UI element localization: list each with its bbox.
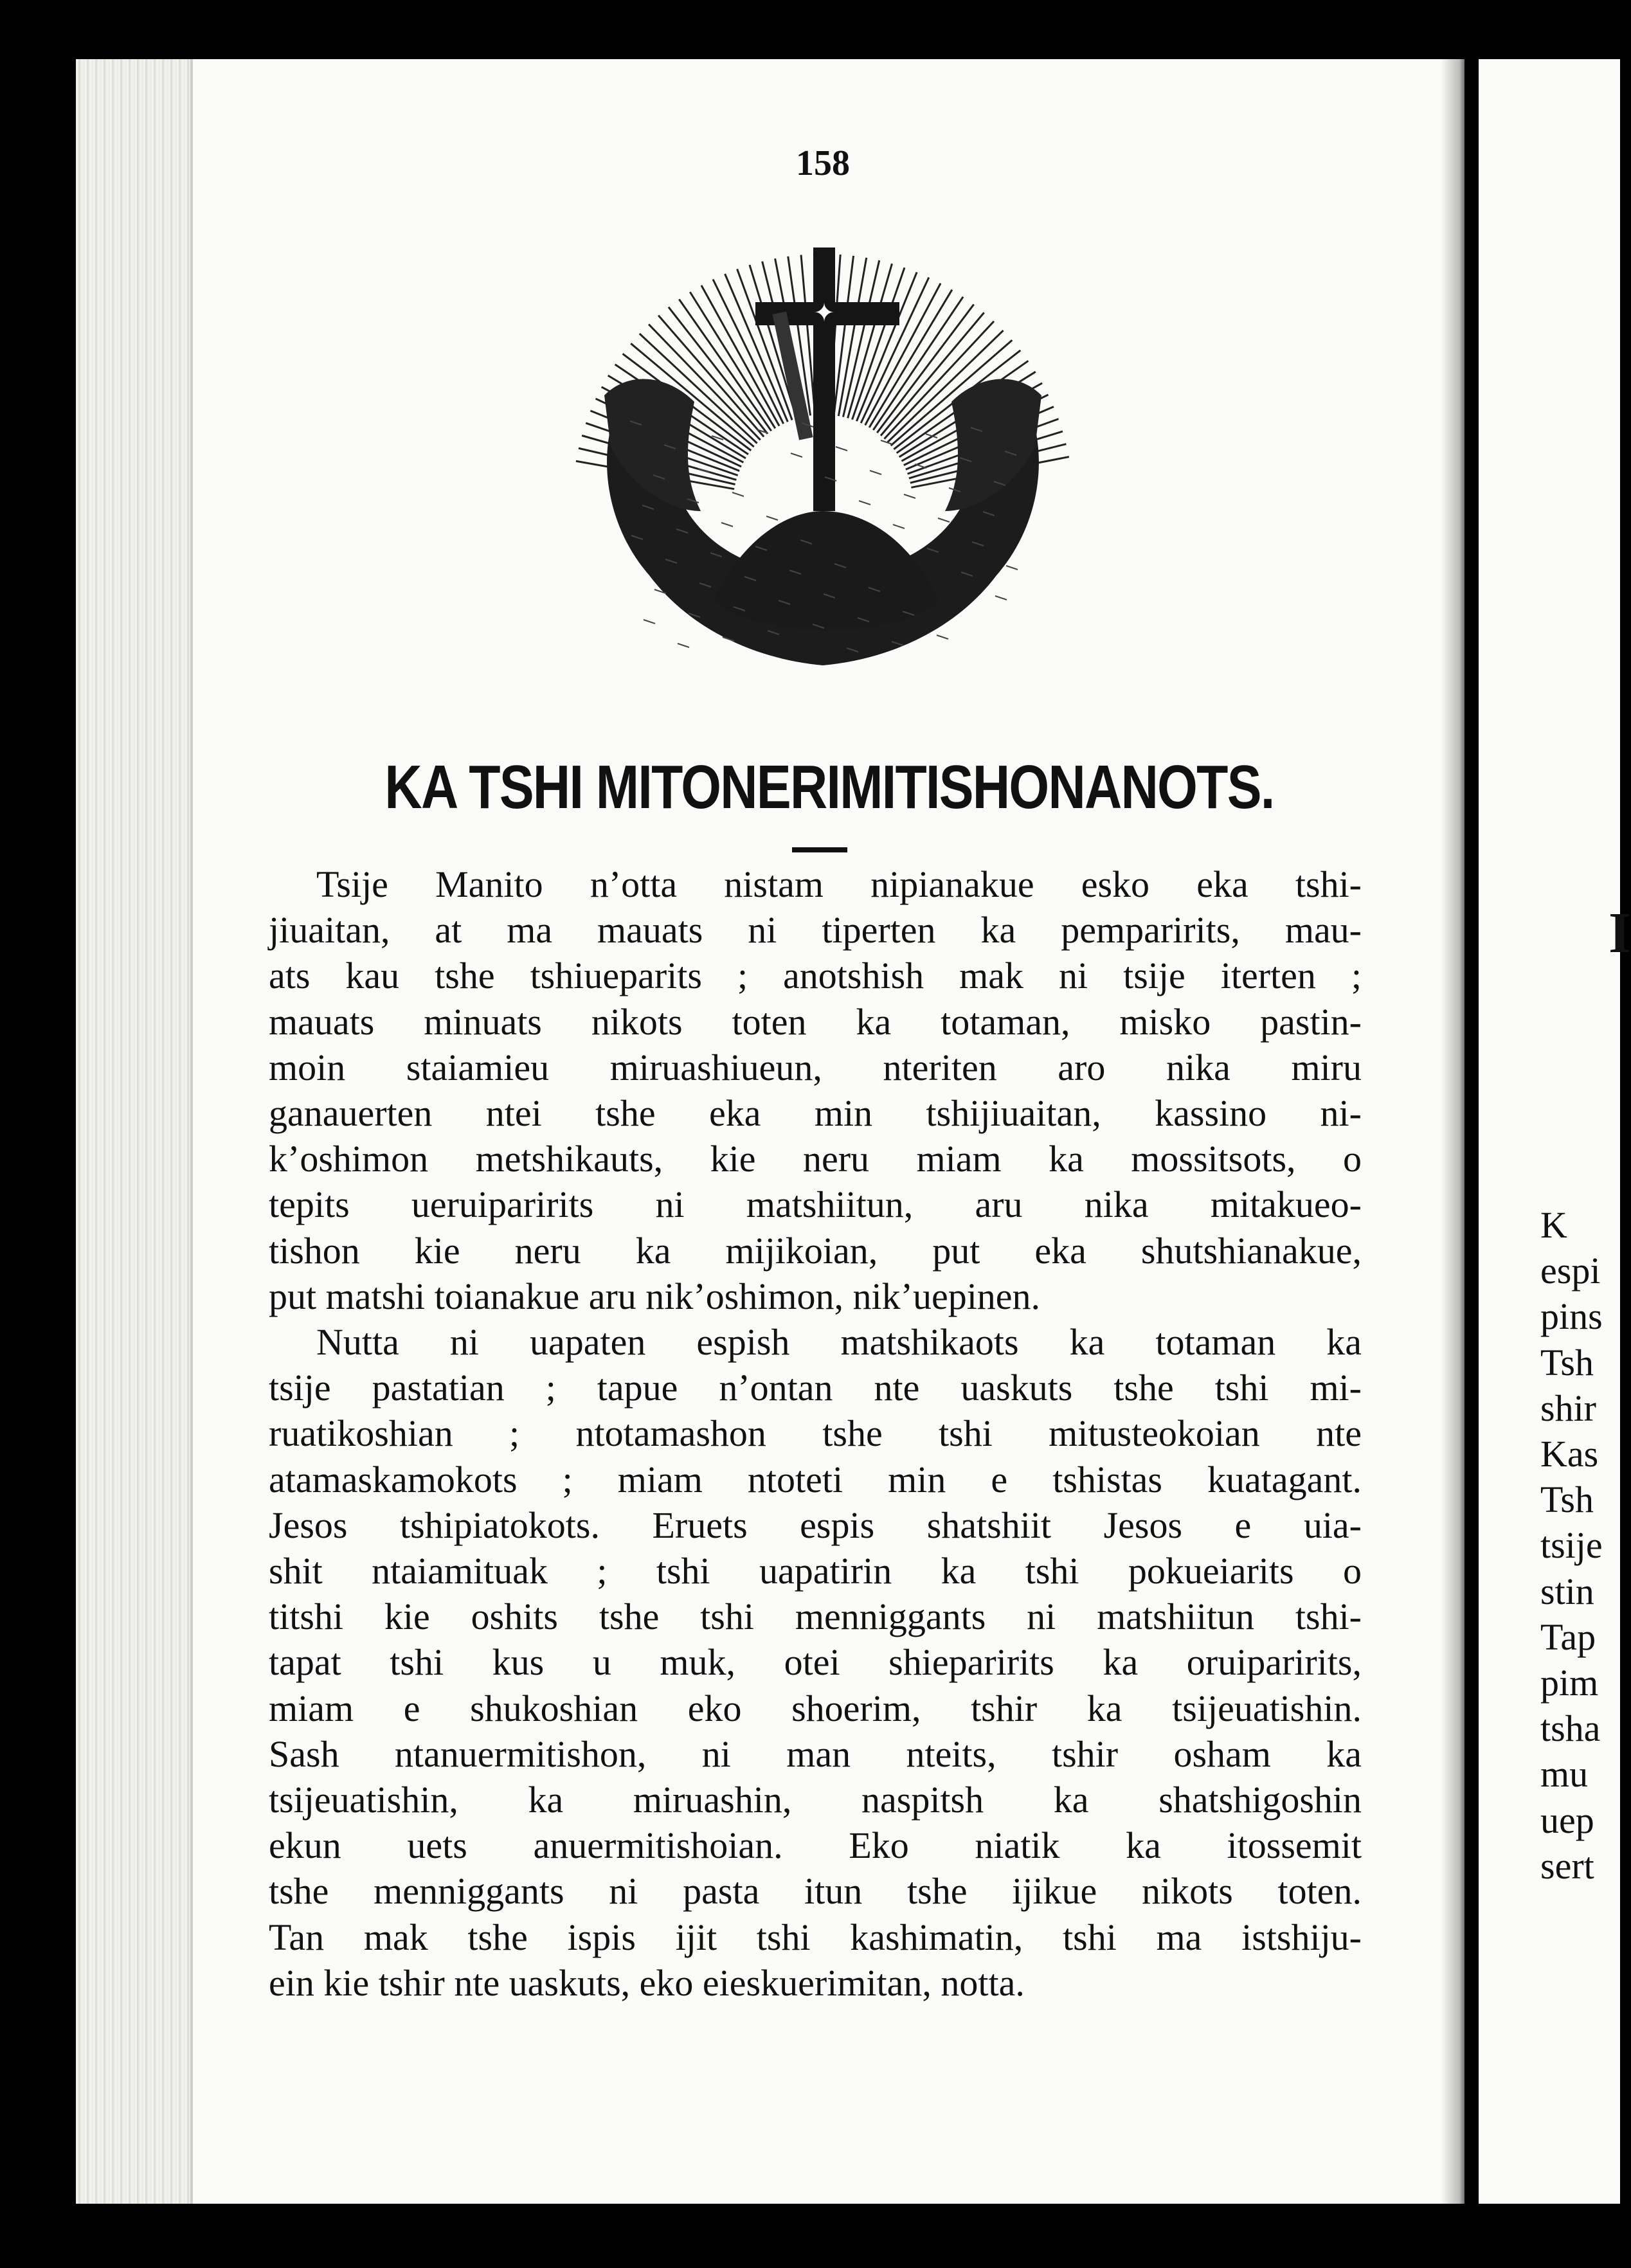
text-line: moin staiamieu miruashiueun, nteriten aro nika miru xyxy=(269,1046,1362,1088)
facing-page-line: tsije xyxy=(1540,1524,1603,1567)
facing-page-line: espi xyxy=(1540,1250,1601,1292)
text-line: jiuaitan, at ma mauats ni tiperten ka pemparirits, mau- xyxy=(269,909,1362,951)
text-line: ruatikoshian ; ntotamashon tshe tshi mitusteokoian nte xyxy=(269,1412,1362,1455)
facing-page-mark: I xyxy=(1608,901,1631,965)
facing-page-line: uep xyxy=(1540,1799,1594,1841)
text-line: Tan mak tshe ispis ijit tshi kashimatin, tshi ma istshiju- xyxy=(269,1916,1362,1958)
facing-page-line: K xyxy=(1540,1204,1567,1246)
facing-page-line: Tsh xyxy=(1540,1479,1594,1521)
chapter-body xyxy=(269,861,1362,2006)
text-line: Sash ntanuermitishon, ni man nteits, tshir osham ka xyxy=(269,1733,1362,1775)
text-line: tishon kie neru ka mijikoian, put eka shutshianakue, xyxy=(269,1229,1362,1272)
text-line: mauats minuats nikots toten ka totaman, misko pastin- xyxy=(269,1000,1362,1043)
text-line: tsijeuatishin, ka miruashin, naspitsh ka shatshigoshin xyxy=(269,1779,1362,1821)
facing-page-line: Tap xyxy=(1540,1616,1596,1658)
facing-page-line: tsha xyxy=(1540,1707,1601,1750)
text-line: Tsije Manito n’otta nistam nipianakue esko eka tshi- xyxy=(316,863,1362,905)
text-line: miam e shukoshian eko shoerim, tshir ka tsijeuatishin. xyxy=(269,1687,1362,1729)
text-line: atamaskamokots ; miam ntoteti min e tshistas kuatagant. xyxy=(269,1458,1362,1500)
text-line: tapat tshi kus u muk, otei shieparirits ka oruiparirits, xyxy=(269,1641,1362,1684)
cross-radiance-emblem-icon xyxy=(591,241,1054,704)
chapter-title: KA TSHI MITONERIMITISHONANOTS. xyxy=(384,753,1274,822)
facing-page-line: stin xyxy=(1540,1570,1594,1612)
title-divider xyxy=(792,847,847,852)
text-line: titshi kie oshits tshe tshi menniggants ni matshiitun tshi- xyxy=(269,1596,1362,1638)
text-line: ekun uets anuermitishoian. Eko niatik ka itossemit xyxy=(269,1824,1362,1867)
facing-page-line: sert xyxy=(1540,1844,1594,1887)
facing-page-line: Kas xyxy=(1540,1433,1599,1475)
svg-text:✦: ✦ xyxy=(813,298,835,328)
text-line: tepits ueruiparirits ni matshiitun, aru nika mitakueo- xyxy=(269,1184,1362,1226)
text-line: Nutta ni uapaten espish matshikaots ka totaman ka xyxy=(316,1321,1362,1364)
page-edges xyxy=(76,59,193,2204)
facing-page-line: Tsh xyxy=(1540,1341,1594,1383)
text-line: ganauerten ntei tshe eka min tshijiuaitan, kassino ni- xyxy=(269,1092,1362,1135)
text-line: k’oshimon metshikauts, kie neru miam ka mossitsots, o xyxy=(269,1138,1362,1180)
facing-page-line: mu xyxy=(1540,1753,1589,1796)
text-line: tshe menniggants ni pasta itun tshe ijikue nikots toten. xyxy=(269,1870,1362,1913)
text-line: put matshi toianakue aru nik’oshimon, nik’uepinen. xyxy=(269,1275,1041,1317)
facing-page-text xyxy=(1540,1202,1620,1889)
facing-page-line: pins xyxy=(1540,1295,1603,1338)
text-line: ein kie tshir nte uaskuts, eko eieskuerimitan, notta. xyxy=(269,1961,1025,2004)
facing-page-line: shir xyxy=(1540,1387,1596,1429)
text-line: Jesos tshipiatokots. Eruets espis shatshiit Jesos e uia- xyxy=(269,1504,1362,1546)
page-number: 158 xyxy=(796,143,850,183)
text-line: ats kau tshe tshiueparits ; anotshish mak ni tsije iterten ; xyxy=(269,955,1362,997)
facing-page-line: pim xyxy=(1540,1662,1599,1704)
text-line: tsije pastatian ; tapue n’ontan nte uaskuts tshe tshi mi- xyxy=(269,1367,1362,1409)
gutter-shadow xyxy=(1440,59,1472,2204)
text-line: shit ntaiamituak ; tshi uapatirin ka tshi pokueiarits o xyxy=(269,1550,1362,1592)
